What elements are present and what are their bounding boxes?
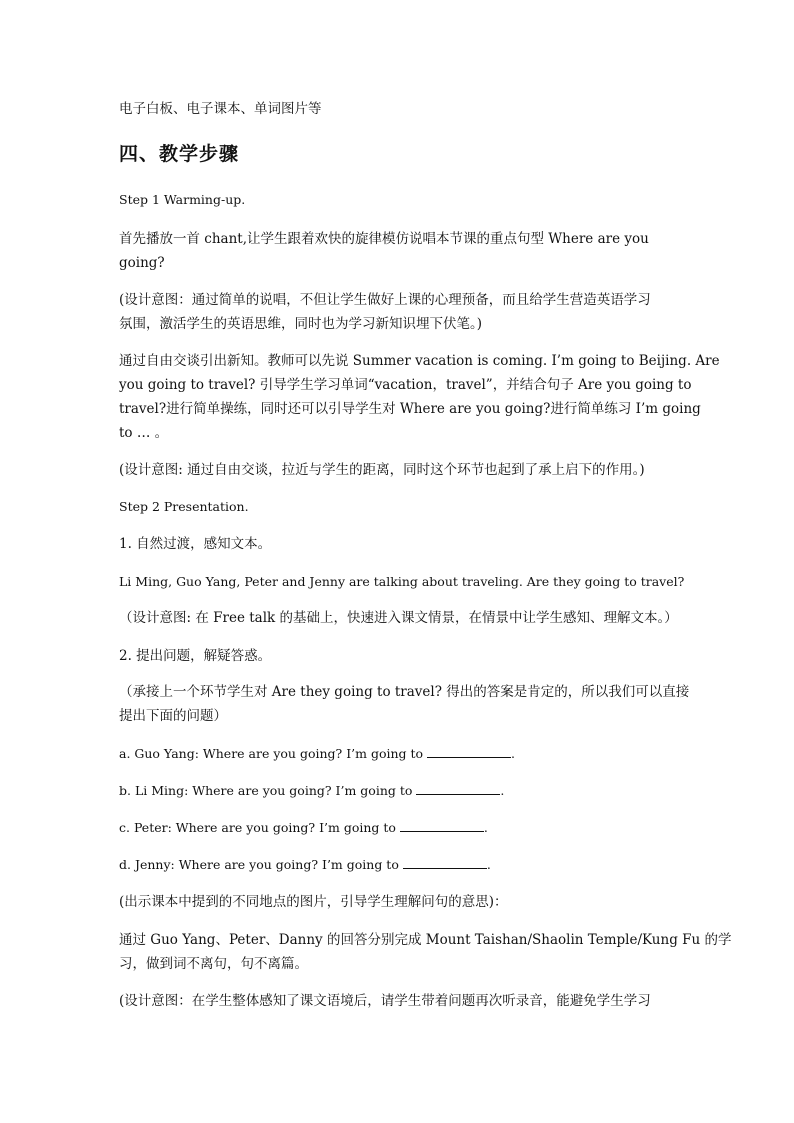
step1-design-intent1-line1: (设计意图：通过简单的说唱，不但让学生做好上课的心理预备，而且给学生营造英语学习 <box>119 292 651 308</box>
step2-text1: Li Ming, Guo Yang, Peter and Jenny are talking about traveling. Are they going to travel? <box>119 574 685 589</box>
step1-paragraph2-line1: 通过自由交谈引出新知。教师可以先说 Summer vacation is coming. I’m going to Beijing. Are <box>119 353 720 369</box>
step1-design-intent1-line2: 氛围，激活学生的英语思维，同时也为学习新知识埋下伏笔。) <box>119 316 483 332</box>
step2-item2: 2. 提出问题，解疑答惑。 <box>119 648 272 664</box>
step1-paragraph1-line2: going? <box>119 255 165 271</box>
question-c-text: c. Peter: Where are you going? I’m going to <box>119 820 400 835</box>
teaching-materials: 电子白板、电子课本、单词图片等 <box>119 101 322 117</box>
question-a-text: a. Guo Yang: Where are you going? I’m going to <box>119 746 428 761</box>
question-a <box>119 742 679 766</box>
question-c <box>119 816 679 840</box>
step2-title: Step 2 Presentation. <box>119 499 249 514</box>
step1-paragraph2-line3: travel?进行简单操练，同时还可以引导学生对 Where are you going?进行简单练习 I’m going <box>119 401 701 417</box>
step1-title: Step 1 Warming-up. <box>119 192 246 207</box>
step2-item1: 1. 自然过渡，感知文本。 <box>119 536 272 552</box>
show-pictures-note: (出示课本中提到的不同地点的图片，引导学生理解问句的意思)： <box>119 894 508 910</box>
step1-paragraph2-line2: you going to travel? 引导学生学习单词“vacation，travel”，并结合句子 Are you going to <box>119 377 692 393</box>
through-answers-line1: 通过 Guo Yang、Peter、Danny 的回答分别完成 Mount Taishan/Shaolin Temple/Kung Fu 的学 <box>119 932 732 948</box>
question-b-period: . <box>500 783 505 798</box>
answer-blank-c[interactable] <box>400 819 484 832</box>
step1-design-intent2: (设计意图: 通过自由交谈，拉近与学生的距离，同时这个环节也起到了承上启下的作用。) <box>119 462 645 478</box>
question-b <box>119 779 679 803</box>
answer-blank-d[interactable] <box>403 856 487 869</box>
question-d-text: d. Jenny: Where are you going? I’m going to <box>119 857 403 872</box>
question-d <box>119 853 679 877</box>
step1-paragraph2-line4: to … 。 <box>119 425 169 441</box>
question-c-period: . <box>483 820 488 835</box>
step1-paragraph1-line1: 首先播放一首 chant,让学生跟着欢快的旋律模仿说唱本节课的重点句型 Where are you <box>119 231 649 247</box>
question-b-text: b. Li Ming: Where are you going? I’m going to <box>119 783 417 798</box>
through-answers-line2: 习，做到词不离句，句不离篇。 <box>119 956 308 972</box>
answer-blank-b[interactable] <box>416 782 500 795</box>
section-heading-teaching-steps: 四、教学步骤 <box>119 143 240 165</box>
step2-note-line1: （承接上一个环节学生对 Are they going to travel? 得出的答案是肯定的，所以我们可以直接 <box>119 684 690 700</box>
step2-design-intent1: （设计意图: 在 Free talk 的基础上，快速进入课文情景，在情景中让学生感知、理解文本。） <box>119 610 678 626</box>
question-d-period: . <box>486 857 491 872</box>
step2-note-line2: 提出下面的问题） <box>119 708 227 724</box>
question-a-period: . <box>511 746 516 761</box>
step2-design-intent2: (设计意图：在学生整体感知了课文语境后，请学生带着问题再次听录音，能避免学生学习 <box>119 993 651 1009</box>
answer-blank-a[interactable] <box>427 745 511 758</box>
